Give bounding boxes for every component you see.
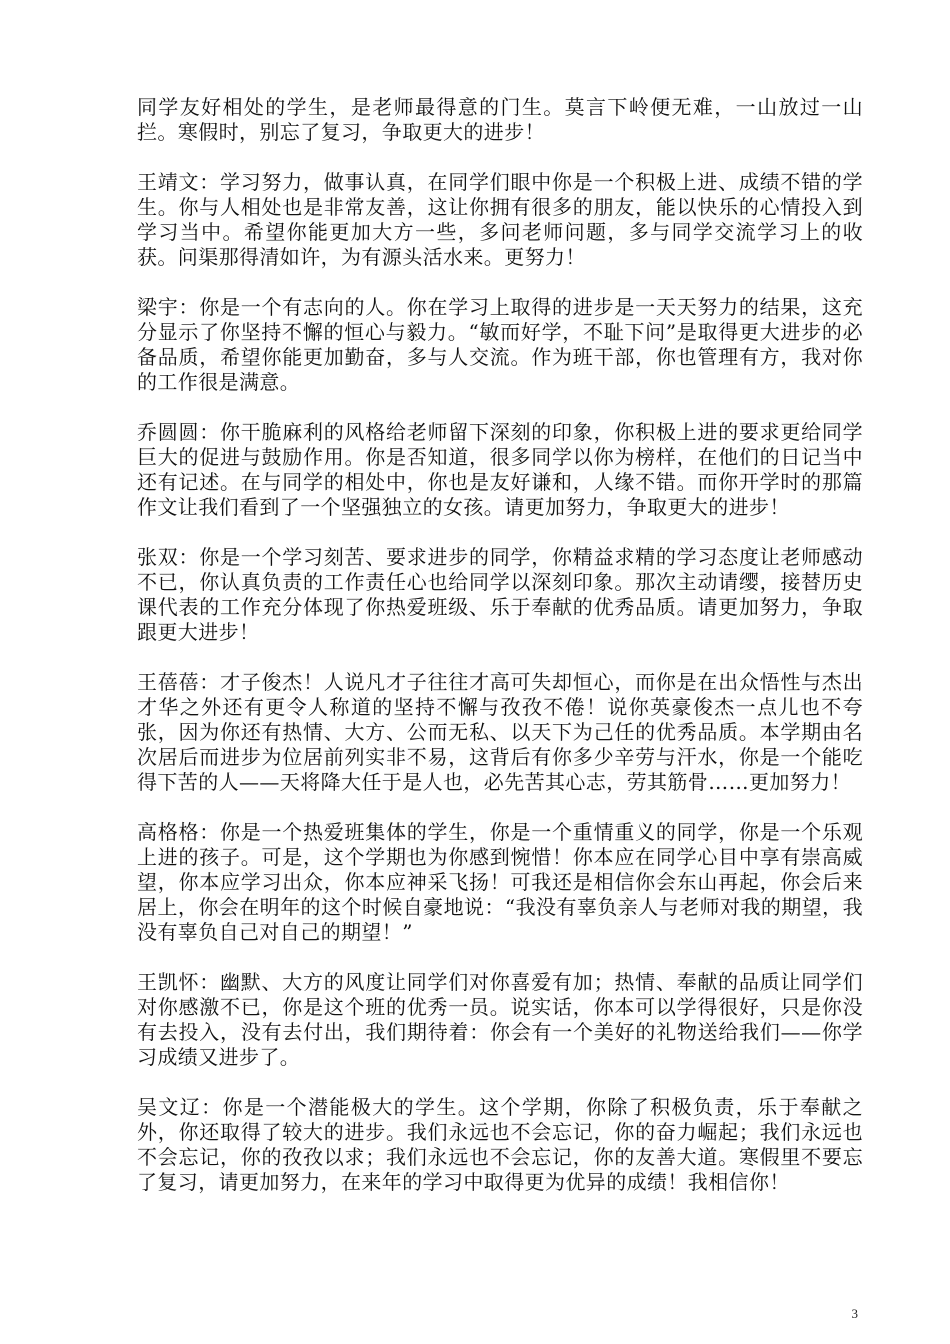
- paragraph-wang-kaihuai: 王凯怀：幽默、大方的风度让同学们对你喜爱有加；热情、奉献的品质让同学们对你感激不已，你是这个班的优秀一员。说实话，你本可以学得很好，只是你没有去投入，没有去付出，我们期待着：你会有一个美好的礼物送给我们——你学习成绩又进步了。: [137, 970, 863, 1069]
- paragraph-closing-previous: 同学友好相处的学生，是老师最得意的门生。莫言下岭便无难，一山放过一山拦。寒假时，别忘了复习，争取更大的进步！: [137, 95, 863, 144]
- paragraph-qiao-yuanyuan: 乔圆圆：你干脆麻利的风格给老师留下深刻的印象，你积极上进的要求更给同学巨大的促进与鼓励作用。你是否知道，很多同学以你为榜样，在他们的日记当中还有记述。在与同学的相处中，你也是友好谦和，人缘不错。而你开学时的那篇作文让我们看到了一个坚强独立的女孩。请更加努力，争取更大的进步！: [137, 420, 863, 519]
- paragraph-zhang-shuang: 张双：你是一个学习刻苦、要求进步的同学，你精益求精的学习态度让老师感动不已，你认真负责的工作责任心也给同学以深刻印象。那次主动请缨，接替历史课代表的工作充分体现了你热爱班级、乐于奉献的优秀品质。请更加努力，争取跟更大进步！: [137, 545, 863, 644]
- paragraph-gao-gege: 高格格：你是一个热爱班集体的学生，你是一个重情重义的同学，你是一个乐观上进的孩子。可是，这个学期也为你感到惋惜！你本应在同学心目中享有崇高威望，你本应学习出众，你本应神采飞扬！可我还是相信你会东山再起，你会后来居上，你会在明年的这个时候自豪地说：“我没有辜负亲人与老师对我的期望，我没有辜负自己对自己的期望！”: [137, 820, 863, 944]
- paragraph-wang-beibei: 王蓓蓓：才子俊杰！人说凡才子往往才高可失却恒心，而你是在出众悟性与杰出才华之外还有更令人称道的坚持不懈与孜孜不倦！说你英豪俊杰一点儿也不夸张，因为你还有热情、大方、公而无私、以天下为己任的优秀品质。本学期由名次居后而进步为位居前列实非不易，这背后有你多少辛劳与汗水，你是一个能吃得下苦的人——天将降大任于是人也，必先苦其心志，劳其筋骨……更加努力！: [137, 670, 863, 794]
- paragraph-wu-wenliao: 吴文辽：你是一个潜能极大的学生。这个学期，你除了积极负责，乐于奉献之外，你还取得了较大的进步。我们永远也不会忘记，你的奋力崛起；我们永远也不会忘记，你的孜孜以求；我们永远也不会忘记，你的友善大道。寒假里不要忘了复习，请更加努力，在来年的学习中取得更为优异的成绩！我相信你！: [137, 1095, 863, 1194]
- paragraph-wang-jingwen: 王靖文：学习努力，做事认真，在同学们眼中你是一个积极上进、成绩不错的学生。你与人相处也是非常友善，这让你拥有很多的朋友，能以快乐的心情投入到学习当中。希望你能更加大方一些，多问老师问题，多与同学交流学习上的收获。问渠那得清如许，为有源头活水来。更努力！: [137, 170, 863, 269]
- page-number: 3: [851, 1306, 858, 1321]
- document-body: [137, 95, 863, 1220]
- paragraph-liang-yu: 梁宇：你是一个有志向的人。你在学习上取得的进步是一天天努力的结果，这充分显示了你坚持不懈的恒心与毅力。“敏而好学，不耻下问”是取得更大进步的必备品质，希望你能更加勤奋，多与人交流。作为班干部，你也管理有方，我对你的工作很是满意。: [137, 295, 863, 394]
